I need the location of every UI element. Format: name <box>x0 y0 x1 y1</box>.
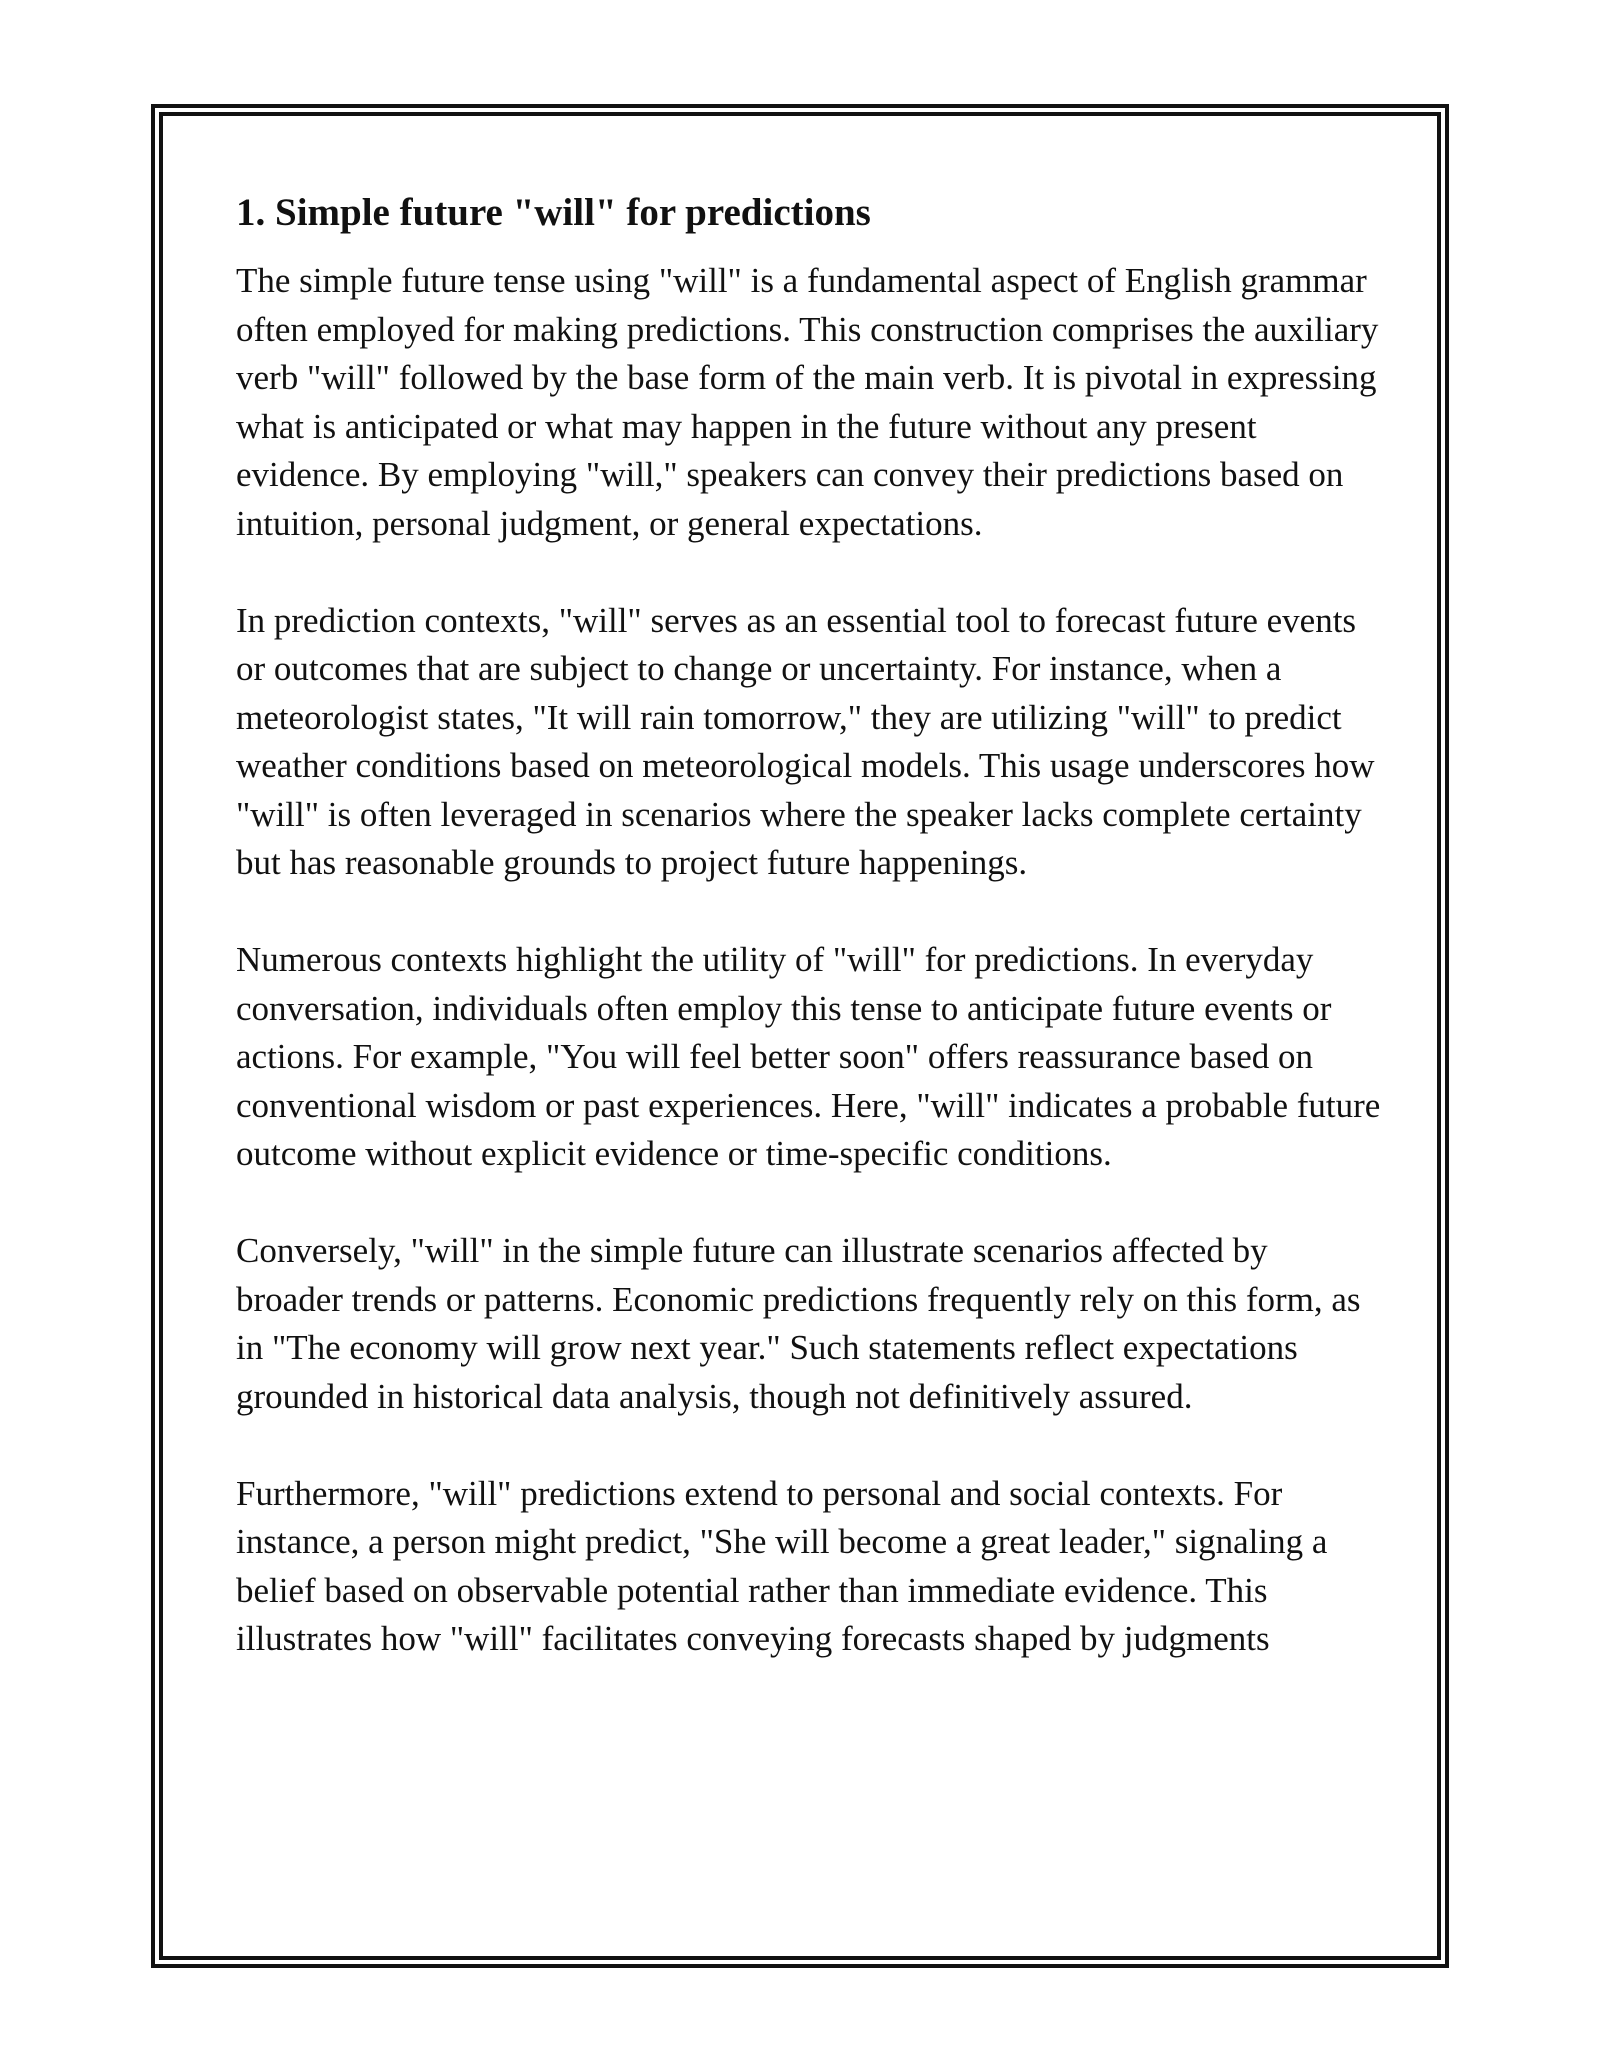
paragraph-3: Numerous contexts highlight the utility of "will" for predictions. In everyday conversation, individuals often employ this tense to anticipate future events or actions. For example, "You will feel better soon" offers reassurance based on conventional wisdom or past experiences. Here, "will" indicates a probable future outcome without explicit evidence or time-specific conditions. <box>236 940 1381 1173</box>
paragraph-4: Conversely, "will" in the simple future can illustrate scenarios affected by broader trends or patterns. Economic predictions frequently rely on this form, as in "The economy will grow next year." Such statements reflect expectations grounded in historical data analysis, though not definitively assured. <box>236 1231 1361 1416</box>
paragraph-2: In prediction contexts, "will" serves as an essential tool to forecast future events or outcomes that are subject to change or uncertainty. For instance, when a meteorologist states, "It will rain tomorrow," they are utilizing "will" to predict weather conditions based on meteorological models. This usage underscores how "will" is often leveraged in scenarios where the speaker lacks complete certainty but has reasonable grounds to project future happenings. <box>236 600 1375 882</box>
section-heading: 1. Simple future "will" for predictions <box>236 191 871 234</box>
paragraph-5: Furthermore, "will" predictions extend to personal and social contexts. For instance, a person might predict, "She will become a great leader," signaling a belief based on observable potential rather than immediate evidence. This illustrates how "will" facilitates conveying forecasts shaped by judgments <box>236 1473 1328 1658</box>
document-body <box>236 186 1381 1712</box>
paragraph-1: The simple future tense using "will" is a fundamental aspect of English grammar often employed for making predictions. This construction comprises the auxiliary verb "will" followed by the base form of the main verb. It is pivotal in expressing what is anticipated or what may happen in the future without any present evidence. By employing "will," speakers can convey their predictions based on intuition, personal judgment, or general expectations. <box>236 261 1379 543</box>
